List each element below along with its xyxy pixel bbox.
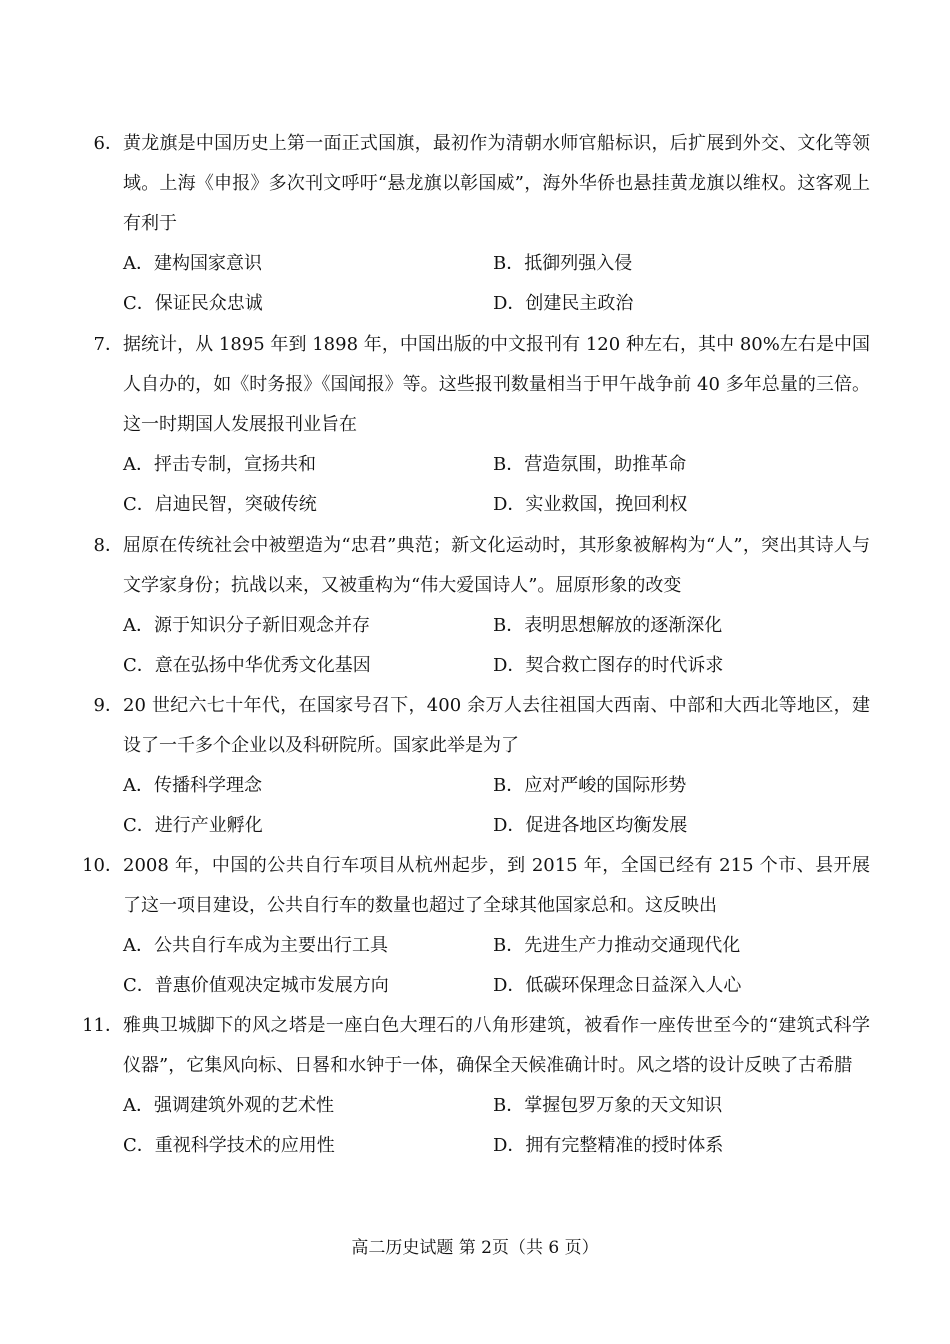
question-stem	[80, 526, 870, 606]
question-number: 6．	[93, 133, 123, 154]
option-b[interactable]: B．先进生产力推动交通现代化	[493, 935, 741, 956]
option-c[interactable]: C．启迪民智，突破传统	[123, 494, 317, 515]
question-stem	[80, 325, 870, 445]
option-b[interactable]: B．表明思想解放的逐渐深化	[493, 615, 723, 636]
option-d[interactable]: D．促进各地区均衡发展	[493, 815, 688, 836]
option-c[interactable]: C．重视科学技术的应用性	[123, 1135, 335, 1156]
question-stem	[80, 124, 870, 244]
option-d[interactable]: D．契合救亡图存的时代诉求	[493, 655, 724, 676]
option-a[interactable]: A．传播科学理念	[123, 775, 262, 796]
question-text: 2008 年，中国的公共自行车项目从杭州起步，到 2015 年，全国已经有 215 个市、县开展了这一项目建设，公共自行车的数量也超过了全球其他国家总和。这反映出	[123, 855, 870, 916]
question-number: 11．	[82, 1015, 123, 1036]
question-number: 8．	[93, 535, 123, 556]
question-stem	[80, 846, 870, 926]
question-text: 屈原在传统社会中被塑造为“忠君”典范；新文化运动时，其形象被解构为“人”，突出其诗人与文学家身份；抗战以来，又被重构为“伟大爱国诗人”。屈原形象的改变	[123, 535, 870, 596]
answer-options	[80, 445, 870, 525]
page-footer: 高二历史试题 第 2页（共 6 页）	[351, 1238, 599, 1258]
question-9	[80, 686, 870, 846]
question-stem	[80, 686, 870, 766]
option-a[interactable]: A．抨击专制，宣扬共和	[123, 454, 316, 475]
question-8	[80, 526, 870, 686]
question-text: 黄龙旗是中国历史上第一面正式国旗，最初作为清朝水师官船标识，后扩展到外交、文化等领域。上海《申报》多次刊文呼吁“悬龙旗以彰国威”，海外华侨也悬挂黄龙旗以维权。这客观上有利于	[123, 133, 870, 234]
option-b[interactable]: B．应对严峻的国际形势	[493, 775, 687, 796]
question-10	[80, 846, 870, 1006]
option-a[interactable]: A．建构国家意识	[123, 253, 262, 274]
answer-options	[80, 766, 870, 846]
question-number: 9．	[93, 695, 123, 716]
question-7	[80, 325, 870, 525]
option-a[interactable]: A．源于知识分子新旧观念并存	[123, 615, 370, 636]
option-c[interactable]: C．普惠价值观决定城市发展方向	[123, 975, 389, 996]
option-d[interactable]: D．实业救国，挽回利权	[493, 494, 688, 515]
answer-options	[80, 244, 870, 324]
answer-options	[80, 926, 870, 1006]
option-d[interactable]: D．低碳环保理念日益深入人心	[493, 975, 742, 996]
question-11	[80, 1006, 870, 1166]
option-c[interactable]: C．保证民众忠诚	[123, 293, 263, 314]
question-text: 20 世纪六七十年代，在国家号召下，400 余万人去往祖国大西南、中部和大西北等地区，建设了一千多个企业以及科研院所。国家此举是为了	[123, 695, 870, 756]
question-number: 10．	[82, 855, 123, 876]
question-6	[80, 124, 870, 324]
answer-options	[80, 606, 870, 686]
option-b[interactable]: B．掌握包罗万象的天文知识	[493, 1095, 723, 1116]
question-text: 据统计，从 1895 年到 1898 年，中国出版的中文报刊有 120 种左右，其中 80%左右是中国人自办的，如《时务报》《国闻报》等。这些报刊数量相当于甲午战争前 40 多年总量的三倍。这一时期国人发展报刊业旨在	[123, 334, 870, 435]
option-d[interactable]: D．创建民主政治	[493, 293, 634, 314]
option-b[interactable]: B．营造氛围，助推革命	[493, 454, 687, 475]
option-a[interactable]: A．强调建筑外观的艺术性	[123, 1095, 334, 1116]
option-c[interactable]: C．进行产业孵化	[123, 815, 263, 836]
option-a[interactable]: A．公共自行车成为主要出行工具	[123, 935, 388, 956]
option-c[interactable]: C．意在弘扬中华优秀文化基因	[123, 655, 371, 676]
option-b[interactable]: B．抵御列强入侵	[493, 253, 633, 274]
answer-options	[80, 1086, 870, 1166]
question-stem	[80, 1006, 870, 1086]
question-number: 7．	[93, 334, 123, 355]
option-d[interactable]: D．拥有完整精准的授时体系	[493, 1135, 724, 1156]
question-text: 雅典卫城脚下的风之塔是一座白色大理石的八角形建筑，被看作一座传世至今的“建筑式科学仪器”，它集风向标、日晷和水钟于一体，确保全天候准确计时。风之塔的设计反映了古希腊	[123, 1015, 870, 1076]
